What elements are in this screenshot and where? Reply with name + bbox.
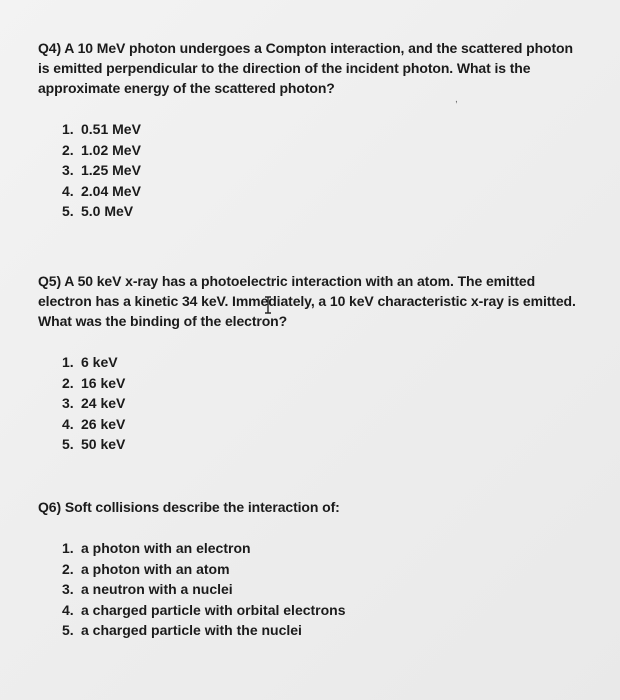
choice-text: 2.04 MeV: [81, 182, 141, 199]
choice-number: 5.: [62, 622, 74, 638]
choice-item: [62, 373, 583, 394]
choice-number: 3.: [62, 395, 74, 411]
choice-item: [62, 620, 583, 641]
question-4-text: Q4) A 10 MeV photon undergoes a Compton interaction, and the scattered photon is emitted perpendicular to the direction of the incident photon. What is the approximate energy of the scattered photon?: [38, 40, 573, 96]
choice-item: [62, 434, 583, 455]
choice-number: 2.: [62, 560, 74, 577]
choice-text: 50 keV: [81, 436, 126, 452]
choice-number: 2.: [62, 374, 74, 391]
choice-text: 16 keV: [81, 374, 126, 391]
choice-item: [62, 160, 583, 181]
text-cursor-icon: [264, 296, 272, 314]
choice-number: 4.: [62, 415, 74, 432]
choice-text: a neutron with a nuclei: [81, 581, 233, 597]
choice-item: [62, 140, 583, 161]
choice-number: 1.: [62, 121, 74, 137]
choice-number: 1.: [62, 354, 74, 370]
choice-text: a photon with an electron: [81, 540, 251, 556]
choice-text: 6 keV: [81, 354, 118, 370]
choice-text: a photon with an atom: [81, 560, 230, 577]
question-6-choices: [38, 538, 583, 641]
question-4: [38, 38, 583, 222]
choice-item: [62, 119, 583, 140]
choice-number: 4.: [62, 182, 74, 199]
choice-number: 1.: [62, 540, 74, 556]
choice-text: 5.0 MeV: [81, 203, 134, 219]
choice-number: 5.: [62, 203, 74, 219]
choice-text: 1.25 MeV: [81, 162, 141, 178]
choice-text: a charged particle with orbital electrons: [81, 601, 346, 618]
choice-item: [62, 181, 583, 202]
choice-item: [62, 600, 583, 621]
choice-text: 0.51 MeV: [81, 121, 141, 137]
choice-text: 26 keV: [81, 415, 126, 432]
choice-item: [62, 559, 583, 580]
choice-item: [62, 352, 583, 373]
question-5-choices: [38, 352, 583, 455]
question-5-text: Q5) A 50 keV x-ray has a photoelectric interaction with an atom. The emitted electron has a kinetic 34 keV. Immediately, a 10 keV characteristic x-ray is emitted. What was the binding of the electron?: [38, 273, 576, 329]
choice-number: 3.: [62, 581, 74, 597]
question-5: [38, 271, 583, 455]
question-6-text: Q6) Soft collisions describe the interaction of:: [38, 499, 340, 515]
choice-number: 4.: [62, 601, 74, 618]
choice-text: 24 keV: [81, 395, 126, 411]
choice-item: [62, 393, 583, 414]
question-4-choices: [38, 119, 583, 222]
stray-mark: ,: [455, 94, 458, 105]
choice-text: 1.02 MeV: [81, 141, 141, 158]
choice-text: a charged particle with the nuclei: [81, 622, 302, 638]
choice-number: 3.: [62, 162, 74, 178]
choice-item: [62, 538, 583, 559]
choice-number: 2.: [62, 141, 74, 158]
choice-item: [62, 201, 583, 222]
question-6: [38, 497, 583, 641]
choice-item: [62, 414, 583, 435]
choice-item: [62, 579, 583, 600]
choice-number: 5.: [62, 436, 74, 452]
